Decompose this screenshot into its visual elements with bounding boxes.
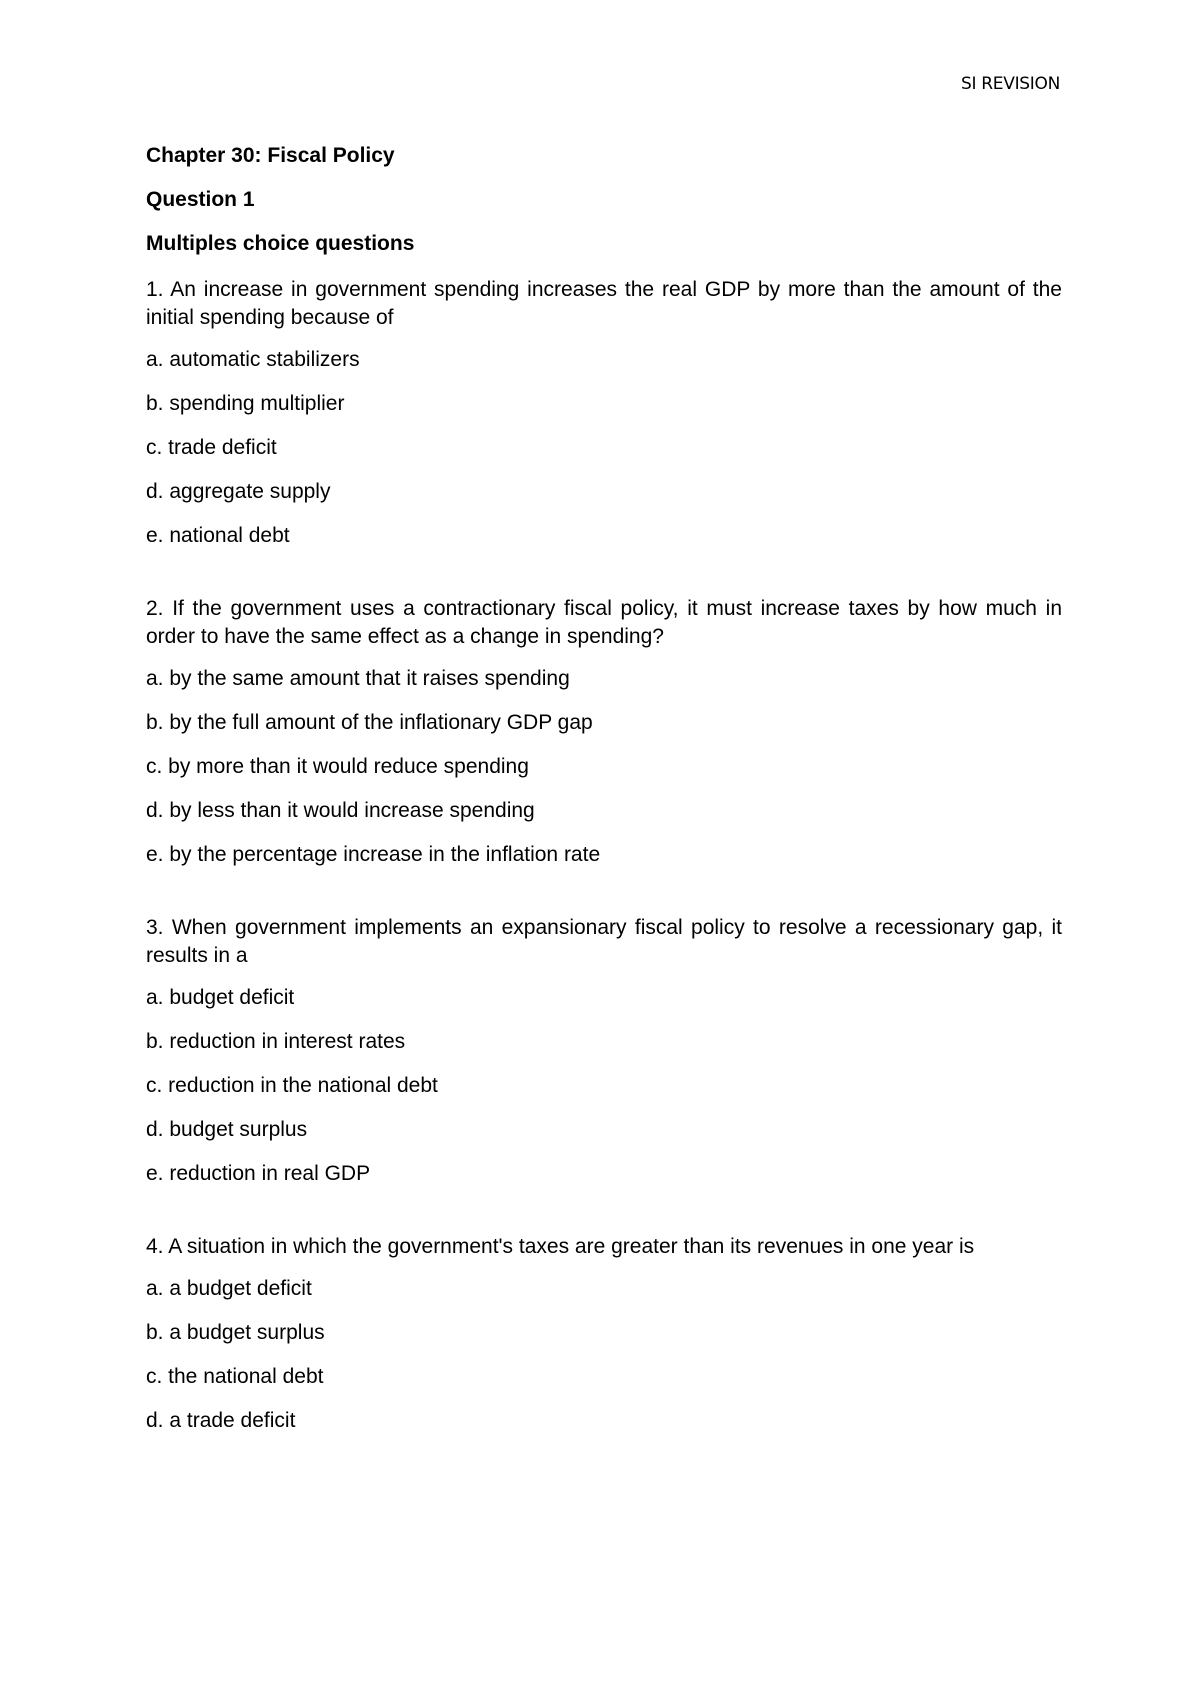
answer-option-b: b. a budget surplus [146, 1321, 325, 1344]
answer-option-a: a. a budget deficit [146, 1277, 312, 1300]
answer-option-c: c. the national debt [146, 1365, 324, 1388]
answer-option-d: d. by less than it would increase spending [146, 799, 535, 822]
answer-option-b: b. by the full amount of the inflationary GDP gap [146, 711, 593, 734]
chapter-title: Chapter 30: Fiscal Policy [146, 144, 395, 167]
section-label: Multiples choice questions [146, 232, 415, 255]
question-1 [146, 276, 1062, 548]
answer-option-d: d. a trade deficit [146, 1409, 296, 1432]
answer-option-a: a. automatic stabilizers [146, 348, 360, 371]
answer-option-e: e. national debt [146, 524, 290, 547]
answer-option-b: b. spending multiplier [146, 392, 345, 415]
answer-option-d: d. budget surplus [146, 1118, 308, 1141]
answer-option-a: a. budget deficit [146, 986, 295, 1009]
answer-option-c: c. reduction in the national debt [146, 1074, 438, 1097]
question-label: Question 1 [146, 188, 255, 211]
document-content [146, 144, 1062, 1453]
answer-option-a: a. by the same amount that it raises spending [146, 667, 570, 690]
question-3 [146, 914, 1062, 1186]
question-stem: 3. When government implements an expansionary fiscal policy to resolve a recessionary gap, it results in a [146, 916, 1062, 967]
question-2 [146, 595, 1062, 867]
question-stem: 1. An increase in government spending increases the real GDP by more than the amount of the initial spending because of [146, 278, 1062, 329]
question-stem: 2. If the government uses a contractionary fiscal policy, it must increase taxes by how much in order to have the same effect as a change in spending? [146, 597, 1062, 648]
question-4 [146, 1233, 1062, 1433]
answer-option-e: e. reduction in real GDP [146, 1162, 371, 1185]
answer-option-d: d. aggregate supply [146, 480, 331, 503]
answer-option-c: c. by more than it would reduce spending [146, 755, 529, 778]
header-tag: SI REVISION [960, 74, 1060, 94]
question-stem: 4. A situation in which the government's taxes are greater than its revenues in one year is [146, 1235, 975, 1258]
answer-option-b: b. reduction in interest rates [146, 1030, 406, 1053]
answer-option-e: e. by the percentage increase in the inflation rate [146, 843, 601, 866]
answer-option-c: c. trade deficit [146, 436, 277, 459]
